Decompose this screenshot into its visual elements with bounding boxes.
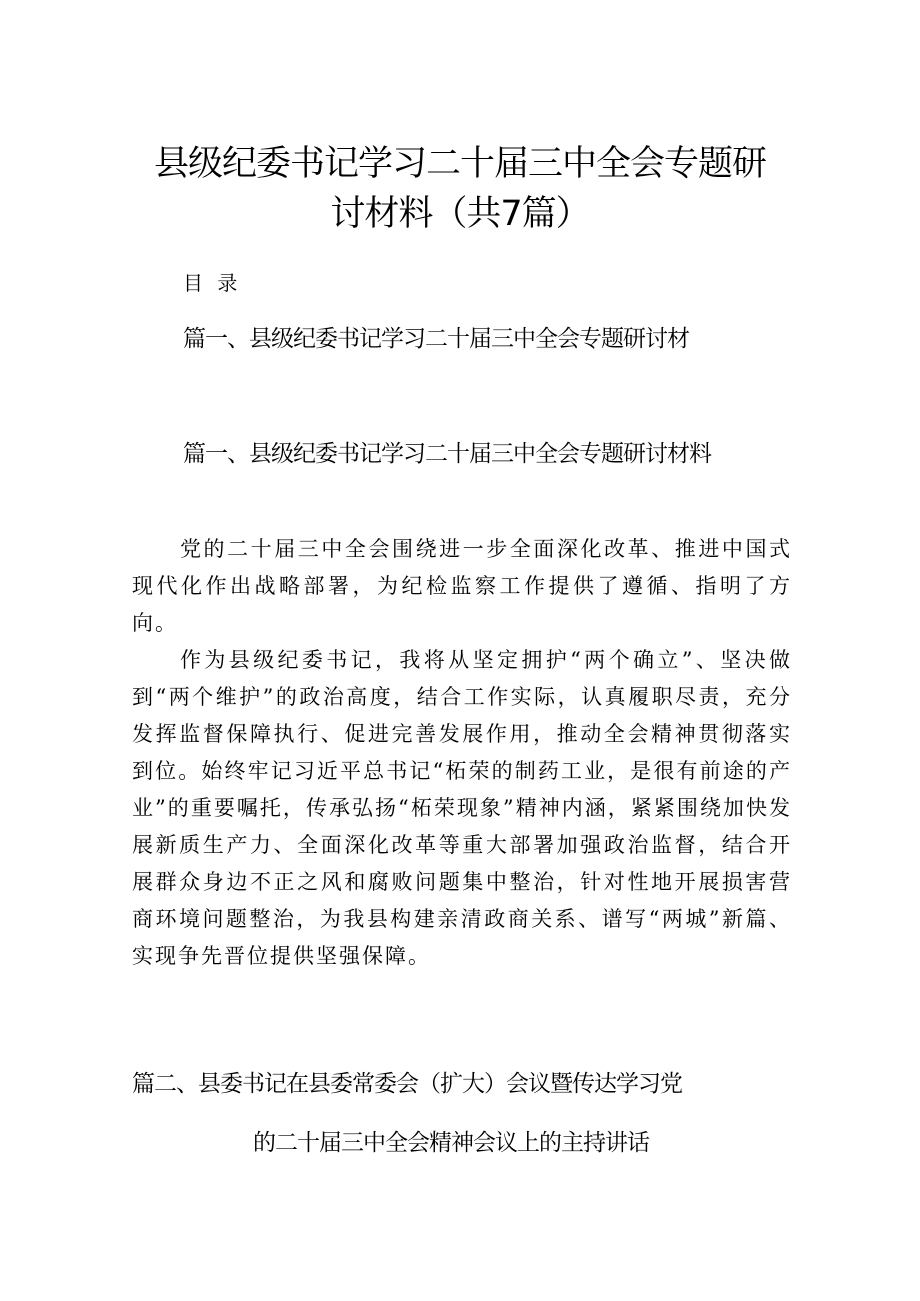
toc-item[interactable]: 篇一、县级纪委书记学习二十届三中全会专题研讨材 (183, 326, 689, 352)
document-title-line2: 讨材料（共7篇） (330, 194, 590, 234)
body-paragraph: 党的二十届三中全会围绕进一步全面深化改革、推进中国式现代化作出战略部署，为纪检监察工作提供了遵循、指明了方向。 (132, 537, 792, 635)
section2-heading-line1: 篇二、县委书记在县委常委会（扩大）会议暨传达学习党 (132, 1071, 682, 1097)
body-paragraph: 作为县级纪委书记，我将从坚定拥护“两个确立”、坚决做到“两个维护”的政治高度，结合工作实际，认真履职尽责，充分发挥监督保障执行、促进完善发展作用，推动全会精神贯彻落实到位。始终牢记习近平总书记“柘荣的制药工业，是很有前途的产业”的重要嘱托，传承弘扬“柘荣现象”精神内涵，紧紧围绕加快发展新质生产力、全面深化改革等重大部署加强政治监督，结合开展群众身边不正之风和腐败问题集中整治，针对性地开展损害营商环境问题整治，为我县构建亲清政商关系、谱写“两城”新篇、实现争先晋位提供坚强保障。 (132, 648, 792, 968)
toc-label: 目 录 (183, 271, 242, 295)
section1-heading: 篇一、县级纪委书记学习二十届三中全会专题研讨材料 (183, 441, 711, 467)
section2-heading-line2: 的二十届三中全会精神会议上的主持讲话 (253, 1130, 649, 1156)
document-title-line1: 县级纪委书记学习二十届三中全会专题研 (153, 144, 766, 184)
